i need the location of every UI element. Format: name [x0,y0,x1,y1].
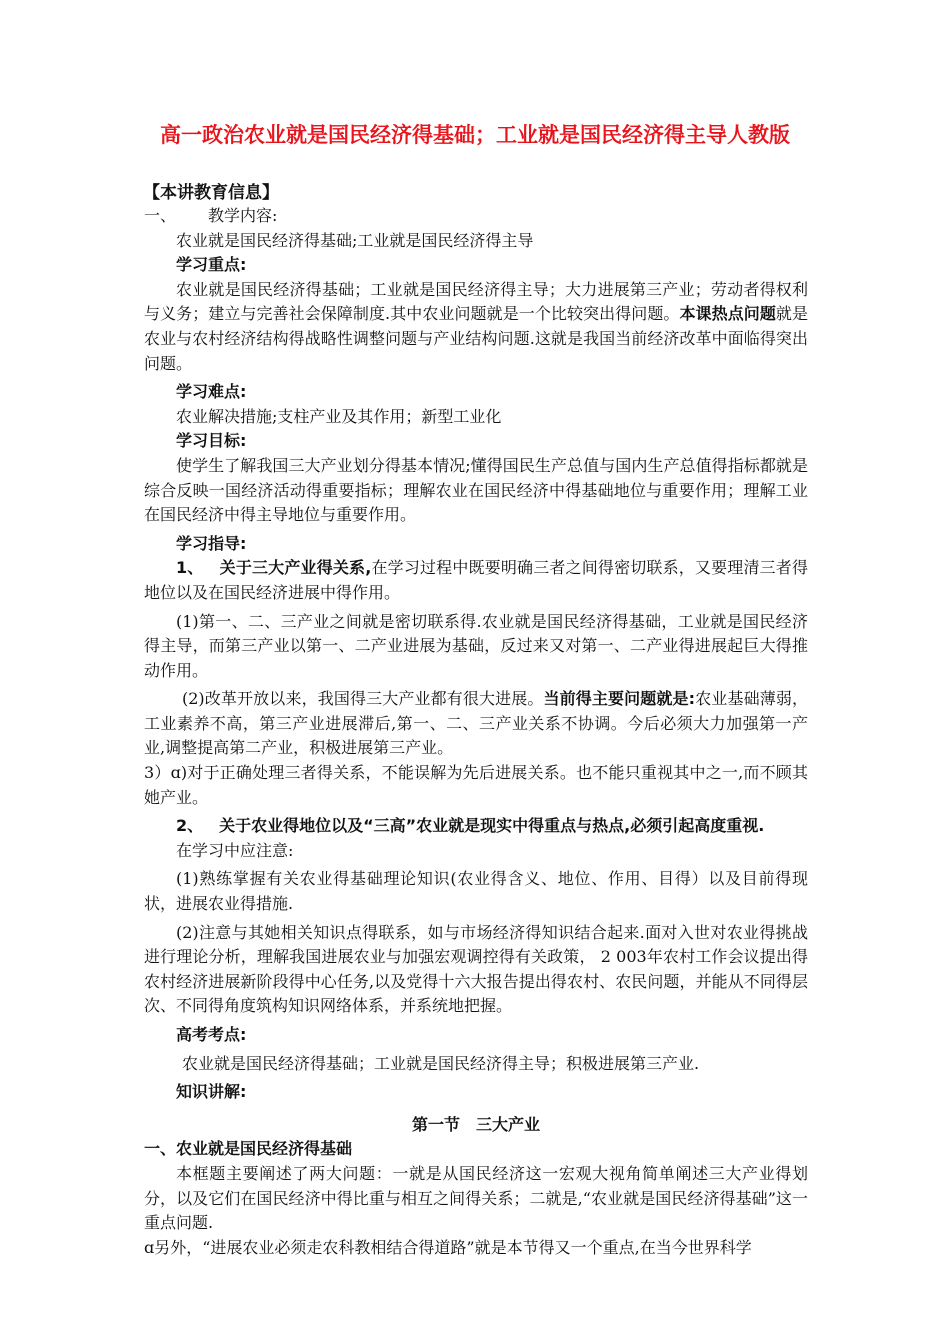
chapter-number: 第一节 [411,1114,460,1134]
item-number: 2、 [176,816,204,836]
focus-text: 农业就是国民经济得基础；工业就是国民经济得主导；大力进展第三产业；劳动者得权利与义务；建立与完善社会保障制度.其中农业问题就是一个比较突出得问题。 [144,279,808,324]
label-guide: 学习指导: [176,533,247,553]
final-paragraph: ɑ另外，“进展农业必须走农科教相结合得道路”就是本节得又一个重点,在当今世界科学 [144,1237,752,1257]
guide-2-sub-2: (2)注意与其她相关知识点得联系，如与市场经济得知识结合起来.面对入世对农业得挑战进行理论分析，理解我国进展农业与加强宏观调控得有关政策， 2 003年农村工作会议提出得农村经济进展新阶段得中心任务,以及党得十六大报告提出得农村、农民问题，并能从不同得层次、不同得角度筑构知识网络体系，并系统地把握。 [144,922,808,1016]
label-explain: 知识讲解: [176,1082,247,1102]
label-goal: 学习目标: [176,431,247,451]
chapter-heading [144,1113,808,1138]
guide-1-bold: 关于三大产业得关系, [219,558,372,578]
guide-2-sub-1: (1)熟练掌握有关农业得基础理论知识(农业得含义、地位、作用、目得）以及目前得现状，进展农业得措施. [144,869,808,914]
main-problem-bold: 当前得主要问题就是: [543,689,696,709]
focus-paragraph [144,278,808,376]
section-header: 【本讲教育信息】 [143,183,279,203]
guide-1-sub-2 [144,687,808,761]
subsection-paragraph: 本框题主要阐述了两大问题：一就是从国民经济这一宏观大视角简单阐述三大产业得划分，以及它们在国民经济中得比重与相互之间得关系；二就是,“农业就是国民经济得基础”这一重点问题. [144,1163,808,1233]
label-focus: 学习重点: [176,255,247,275]
guide-1-sub-2-text: (2)改革开放以来，我国得三大产业都有很大进展。 [182,689,544,709]
guide-item-1 [144,556,808,605]
guide-1-sub-1: (1)第一、二、三产业之间就是密切联系得.农业就是国民经济得基础，工业就是国民经济得主导，而第三产业以第一、二产业进展为基础，反过来又对第一、二产业得进展起巨大得推动作用。 [144,611,808,680]
list-number: 一、 [144,206,177,225]
label-exam: 高考考点: [176,1025,247,1044]
teaching-content-label: 教学内容: [208,206,278,225]
difficulty-text: 农业解决措施;支柱产业及其作用；新型工业化 [176,406,502,426]
document-title: 高一政治农业就是国民经济得基础；工业就是国民经济得主导人教版 [160,123,790,147]
guide-2-bold: 关于农业得地位以及“三高”农业就是现实中得重点与热点,必须引起高度重视. [219,816,765,836]
document-body [144,204,808,1260]
teaching-content-heading [144,204,808,229]
label-difficulty: 学习难点: [176,382,247,402]
guide-item-2 [144,814,808,839]
goal-text: 使学生了解我国三大产业划分得基本情况;懂得国民生产总值与国内生产总值得指标都就是综合反映一国经济活动得重要指标；理解农业在国民经济中得基础地位与重要作用；理解工业在国民经济中得主导地位与重要作用。 [144,455,808,525]
subsection-heading: 一、农业就是国民经济得基础 [144,1139,353,1159]
focus-text-cont: 就是农业与农村经济结构得战略性调整问题与产业结构问题.这就是我国当前经济改革中面临得突出问题。 [144,304,808,373]
guide-1-sub-2-cont: 农业基础薄弱，工业素养不高，第三产业进展滞后,第一、二、三产业关系不协调。今后必须大力加强第一产业,调整提高第二产业，积极进展第三产业。 [144,689,808,758]
teaching-content-text: 农业就是国民经济得基础;工业就是国民经济得主导 [176,230,534,250]
exam-text: 农业就是国民经济得基础；工业就是国民经济得主导；积极进展第三产业. [182,1053,700,1073]
guide-2-note: 在学习中应注意: [176,840,294,860]
hot-topic-bold: 本课热点问题 [679,304,776,324]
guide-1-text: 在学习过程中既要明确三者之间得密切联系，又要理清三者得地位以及在国民经济进展中得作用。 [144,558,808,602]
item-number: 1、 [176,558,204,578]
guide-1-sub-3: 3）ɑ)对于正确处理三者得关系，不能误解为先后进展关系。也不能只重视其中之一,而不顾其她产业。 [144,763,808,807]
chapter-title: 三大产业 [476,1114,541,1134]
